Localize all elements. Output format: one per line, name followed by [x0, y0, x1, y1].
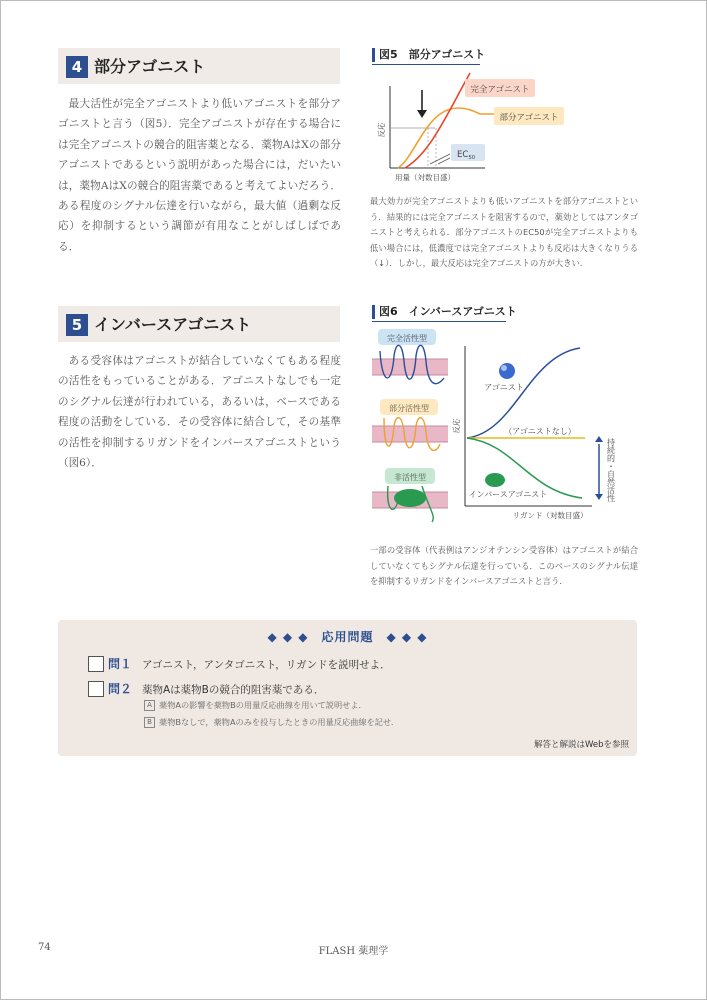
agonist-curve [467, 348, 580, 438]
state-inactive-label: 非活性型 [394, 473, 426, 482]
section-4-header [58, 48, 340, 84]
figure-5-caption: 最大効力が完全アゴニストよりも低いアゴニストを部分アゴニストという．結果的には完全アゴニストを阻害するので，薬効としてはアンタゴニストと考えられる．部分アゴニストのEC50が完全アゴニストよりも低い場合には，低濃度では完全アゴニストよりも反応は大きくなりうる（↓）．しかし，最大反応は完全アゴニストの方が大きい． [370, 196, 638, 269]
exercise-title: ◆ ◆ ◆ 応用問題 ◆ ◆ ◆ [267, 630, 428, 644]
figure-6-caption: 一部の受容体（代表例はアンジオテンシン受容体）はアゴニストが結合していなくてもシグナル伝達を行っている．このベースのシグナル伝達を抑制するリガンドをインバースアゴニストと言う． [370, 545, 638, 587]
section-4-title: 部分アゴニスト [94, 57, 206, 76]
state-partial-label: 部分活性型 [389, 404, 429, 413]
figure-5-y-label: 反応 [377, 122, 386, 138]
constitutive-label: 持続的・自然活性 [606, 438, 616, 502]
answer-note: 解答と解説はWebを参照 [533, 740, 629, 750]
section-4-number: 4 [66, 56, 88, 78]
q2-text: 薬物Aは薬物Bの競合的阻害薬である． [142, 684, 325, 696]
q2-sub-b [144, 717, 399, 728]
figure-5-label: 図5 部分アゴニスト [372, 48, 485, 62]
figure-5-graph [370, 68, 640, 188]
q2-sub-a-mark: A [144, 700, 155, 711]
agonist-ball-highlight [501, 365, 507, 371]
no-agonist-label: （アゴニストなし） [504, 427, 576, 436]
inverse-agonist-label: インバースアゴニスト [468, 490, 548, 499]
q2-sub-b-mark: B [144, 717, 155, 728]
section-5-number: 5 [66, 314, 88, 336]
inverse-agonist-bound [394, 489, 426, 507]
page-number: 74 [38, 942, 51, 953]
full-agonist-label: 完全アゴニスト [470, 85, 530, 95]
section-5-title: インバースアゴニスト [94, 315, 252, 334]
agonist-ball [499, 363, 515, 379]
exercise-box [58, 620, 637, 756]
agonist-label: アゴニスト [484, 383, 524, 392]
q1-text: アゴニスト，アンタゴニスト，リガンドを説明せよ． [142, 659, 391, 671]
figure-6-label: 図6 インバースアゴニスト [372, 305, 517, 319]
q1-label: 問１ [108, 657, 133, 671]
section-4-body: 最大活性が完全アゴニストより低いアゴニストを部分アゴニストと言う（図5）．完全アゴニストが存在する場合には完全アゴニストの競合的阻害薬となる．薬物AはXの部分アゴニストであるという説明があった場合には，だいたいは，薬物AはXの競合的阻害薬であると考えてよいだろう．ある程度のシグナル伝達を行いながら，最大値（過剰な反応）を抑制するという調節が有用なことがしばしばである． [58, 98, 341, 253]
partial-agonist-label: 部分アゴニスト [499, 113, 559, 123]
section-5-header [58, 306, 340, 342]
figure-5-x-label: 用量（対数目盛） [395, 173, 455, 182]
figure-6-underline [372, 321, 506, 322]
figure-5-underline [372, 64, 480, 65]
section-5-body: ある受容体はアゴニストが結合していなくてもある程度の活性をもっていることがある．アゴニストなしでも一定のシグナル伝達が行われている，あるいは，ベースである程度の活動をしている．その受容体に結合して，その基準の活性を抑制するリガンドをインバースアゴニストという（図6）． [58, 355, 341, 470]
membrane-2 [372, 426, 448, 442]
q2-label: 問２ [108, 682, 133, 696]
state-full-label: 完全活性型 [387, 334, 427, 343]
ec50-label: $EC_{50}$ [457, 150, 476, 161]
low-dose-arrow-head [417, 110, 427, 118]
ec50-pointer-1 [430, 154, 450, 164]
figure-6-x-label: リガンド（対数目盛） [512, 511, 588, 520]
q2-sub-a [144, 700, 367, 711]
figure-6-y-label: 反応 [452, 418, 461, 434]
q2-sub-a-text: 薬物Aの影響を薬物Bの用量反応曲線を用いて説明せよ． [159, 700, 367, 710]
q2-checkbox[interactable] [88, 681, 104, 697]
q2-sub-b-text: 薬物Bなしで，薬物Aのみを投与したときの用量反応曲線を記せ． [159, 717, 400, 727]
inverse-agonist-ball [485, 473, 505, 487]
inverse-agonist-curve [467, 438, 582, 498]
figure-6-graph [370, 326, 640, 526]
q1-checkbox[interactable] [88, 656, 104, 672]
book-title: FLASH 薬理学 [318, 946, 389, 957]
